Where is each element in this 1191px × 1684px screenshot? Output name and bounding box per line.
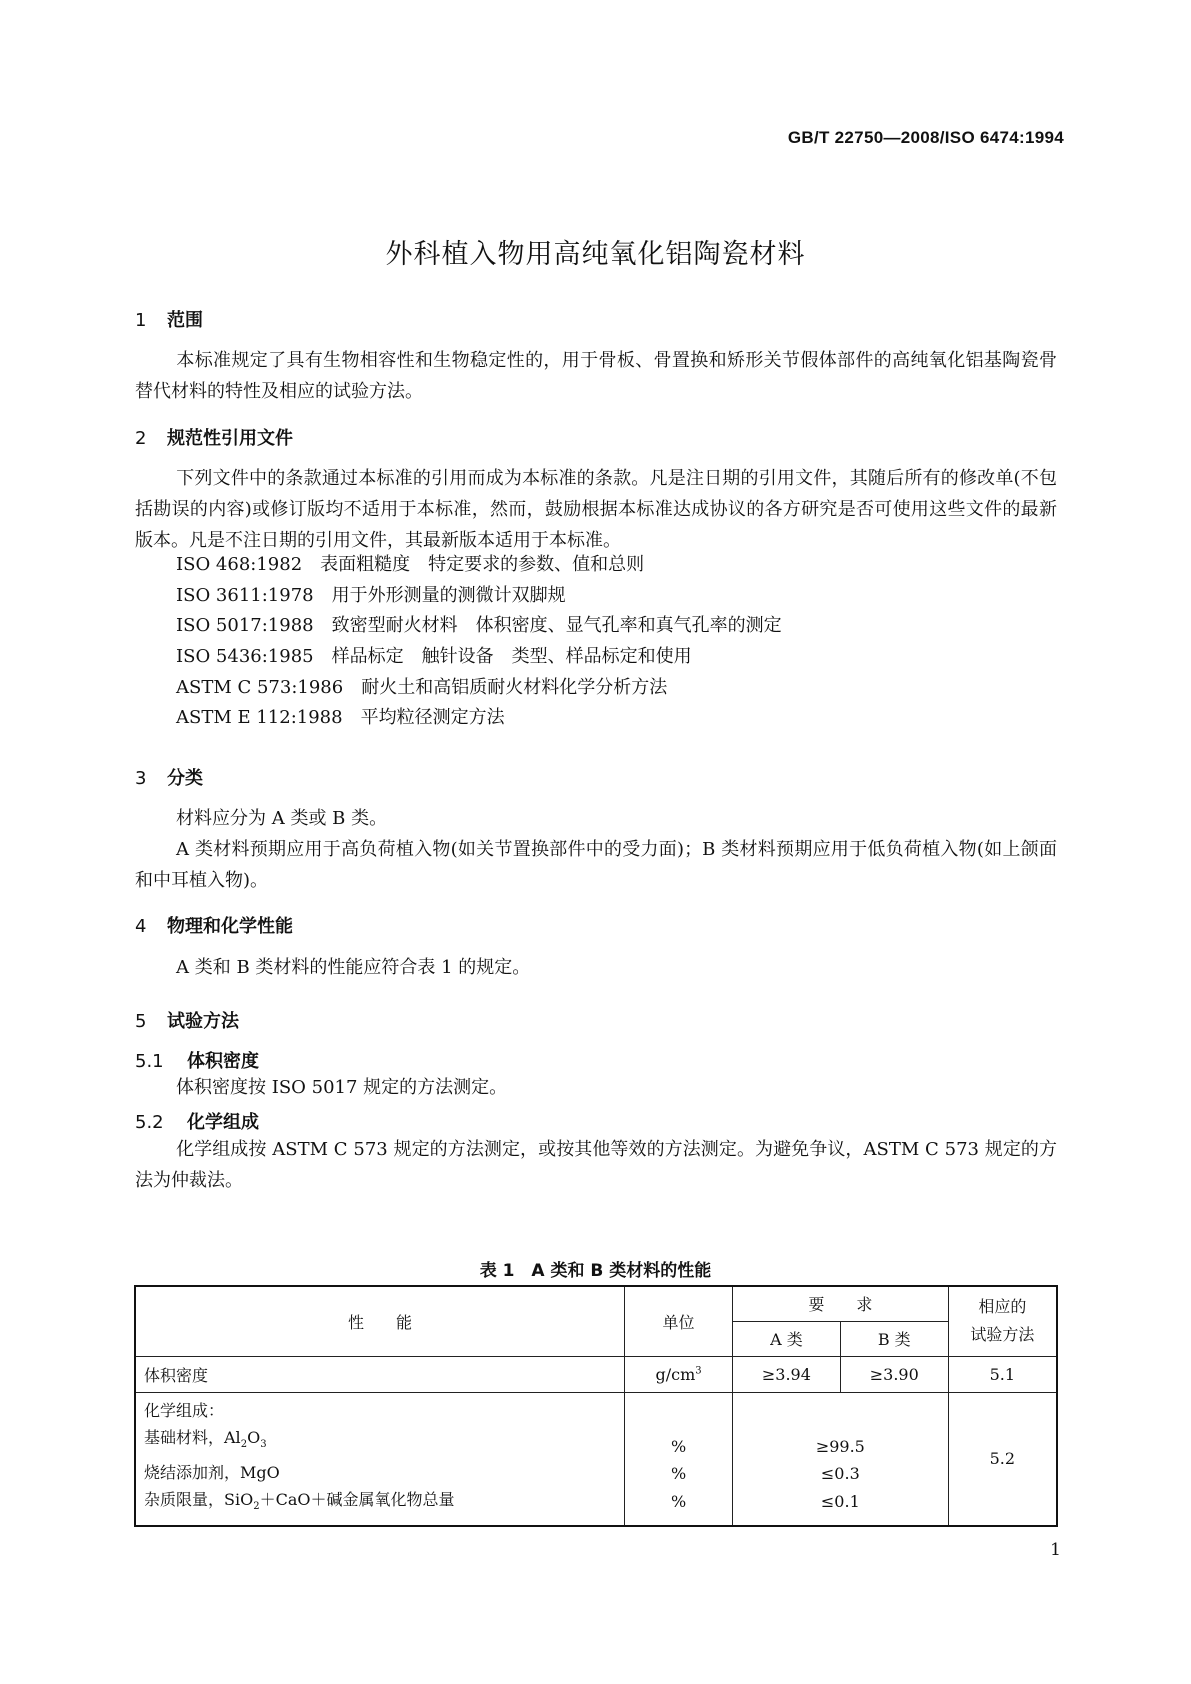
row-value-ab: ≥99.5 ≤0.3 ≤0.1 xyxy=(732,1392,948,1526)
row-property: 体积密度 xyxy=(135,1356,625,1392)
header-class-b: B 类 xyxy=(840,1321,948,1356)
reference-item: ISO 5436:1985 样品标定 触针设备 类型、样品标定和使用 xyxy=(176,646,692,667)
table-row xyxy=(135,1392,1057,1526)
header-requirement: 要 求 xyxy=(732,1286,948,1321)
section-number: 3 xyxy=(135,768,147,789)
reference-item: ISO 3611:1978 用于外形测量的测微计双脚规 xyxy=(176,585,566,606)
header-unit: 单位 xyxy=(625,1286,733,1356)
section-5-heading xyxy=(135,1007,239,1033)
table-row xyxy=(135,1356,1057,1392)
section-4-heading xyxy=(135,912,293,938)
section-3-paragraph-1: 材料应分为 A 类或 B 类。 xyxy=(176,808,388,829)
section-2-heading xyxy=(135,424,293,450)
header-method: 相应的 试验方法 xyxy=(948,1286,1057,1356)
section-3-paragraph-2: A 类材料预期应用于高负荷植入物(如关节置换部件中的受力面)；B 类材料预期应用于低负荷植入物(如上颌面和中耳植入物)。 xyxy=(135,839,1057,891)
header-class-a: A 类 xyxy=(732,1321,840,1356)
section-4-paragraph: A 类和 B 类材料的性能应符合表 1 的规定。 xyxy=(176,957,531,978)
section-title: 体积密度 xyxy=(187,1051,259,1072)
section-5-2-paragraph: 化学组成按 ASTM C 573 规定的方法测定，或按其他等效的方法测定。为避免争议，ASTM C 573 规定的方法为仲裁法。 xyxy=(135,1139,1057,1191)
reference-item: ISO 5017:1988 致密型耐火材料 体积密度、显气孔率和真气孔率的测定 xyxy=(176,615,782,636)
section-number: 5 xyxy=(135,1011,147,1032)
row-property: 化学组成： 基础材料，$Al_2O_3$ 烧结添加剂，MgO 杂质限量，SiO$_2$＋CaO＋碱金属氧化物总量 xyxy=(135,1392,625,1526)
section-title: 分类 xyxy=(167,768,203,789)
row-method: 5.2 xyxy=(948,1392,1057,1526)
page-title: 外科植入物用高纯氧化铝陶瓷材料 xyxy=(385,239,806,270)
section-number: 2 xyxy=(135,428,147,449)
row-value-b: ≥3.90 xyxy=(840,1356,948,1392)
row-unit: % % % xyxy=(625,1392,733,1526)
row-unit: $g/cm^3$ xyxy=(625,1356,733,1392)
section-5-1-heading xyxy=(135,1047,259,1073)
section-title: 试验方法 xyxy=(167,1011,239,1032)
section-5-1-paragraph: 体积密度按 ISO 5017 规定的方法测定。 xyxy=(176,1077,508,1098)
reference-item: ISO 468:1982 表面粗糙度 特定要求的参数、值和总则 xyxy=(176,554,645,575)
reference-item: ASTM C 573:1986 耐火土和高铝质耐火材料化学分析方法 xyxy=(176,677,668,698)
properties-table xyxy=(134,1285,1058,1527)
section-title: 范围 xyxy=(167,310,203,331)
row-value-a: ≥3.94 xyxy=(732,1356,840,1392)
section-3-heading xyxy=(135,764,203,790)
section-title: 规范性引用文件 xyxy=(167,428,293,449)
section-number: 5.1 xyxy=(135,1051,164,1072)
reference-item: ASTM E 112:1988 平均粒径测定方法 xyxy=(176,707,505,728)
section-number: 1 xyxy=(135,310,147,331)
table-caption: 表 1 A 类和 B 类材料的性能 xyxy=(479,1261,712,1281)
header-property: 性 能 xyxy=(135,1286,625,1356)
row-method: 5.1 xyxy=(948,1356,1057,1392)
section-number: 4 xyxy=(135,916,147,937)
section-number: 5.2 xyxy=(135,1112,164,1133)
section-title: 物理和化学性能 xyxy=(167,916,293,937)
section-1-paragraph: 本标准规定了具有生物相容性和生物稳定性的，用于骨板、骨置换和矫形关节假体部件的高纯氧化铝基陶瓷骨替代材料的特性及相应的试验方法。 xyxy=(135,350,1057,402)
section-title: 化学组成 xyxy=(187,1112,259,1133)
standard-code: GB/T 22750—2008/ISO 6474:1994 xyxy=(787,128,1064,147)
section-2-paragraph: 下列文件中的条款通过本标准的引用而成为本标准的条款。凡是注日期的引用文件，其随后所有的修改单(不包括勘误的内容)或修订版均不适用于本标准，然而，鼓励根据本标准达成协议的各方研究是否可使用这些文件的最新版本。凡是不注日期的引用文件，其最新版本适用于本标准。 xyxy=(135,468,1057,551)
section-5-2-heading xyxy=(135,1108,259,1134)
section-1-heading xyxy=(135,306,203,332)
page-number: 1 xyxy=(1050,1540,1061,1560)
